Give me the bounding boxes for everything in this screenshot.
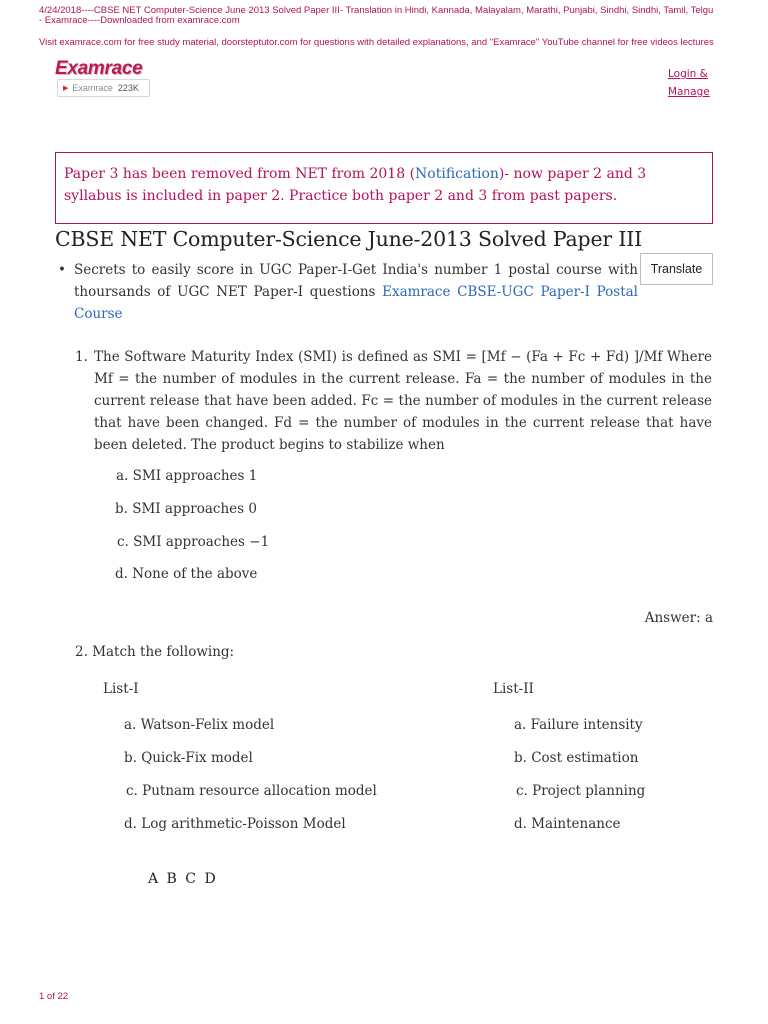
q1-option-b: b. SMI approaches 0 bbox=[115, 501, 257, 517]
promo-text: Secrets to easily score in UGC Paper-I-Get India's number 1 postal course with thoursands of UGC NET Paper-I questions bbox=[74, 262, 638, 300]
promo-header: Visit examrace.com for free study material, doorsteptutor.com for questions with detailed explanations, and "Examrace" YouTube channel for free videos lectures bbox=[39, 37, 714, 48]
page-title: CBSE NET Computer-Science June-2013 Solved Paper III bbox=[55, 227, 643, 251]
list-1-item: b. Quick-Fix model bbox=[124, 750, 253, 766]
translate-button[interactable]: Translate bbox=[640, 253, 713, 285]
play-icon: ▶ bbox=[63, 85, 69, 92]
download-header: 4/24/2018----CBSE NET Computer-Science June 2013 Solved Paper III- Translation in Hindi, Kannada, Malayalam, Marathi, Punjabi, Sindhi, Sindhi, Tamil, Telgu - Examrace----Downloaded from examrace.com bbox=[39, 5, 714, 26]
question-number: 2. bbox=[75, 644, 88, 660]
list-1-item: a. Watson-Felix model bbox=[124, 717, 275, 733]
list-2-item: a. Failure intensity bbox=[514, 717, 643, 733]
list-2-item: d. Maintenance bbox=[514, 816, 621, 832]
q1-option-a: a. SMI approaches 1 bbox=[116, 468, 258, 484]
notice-text-before: Paper 3 has been removed from NET from 2018 ( bbox=[64, 166, 416, 182]
q1-option-d: d. None of the above bbox=[115, 566, 258, 582]
subscriber-count: 223K bbox=[117, 83, 139, 93]
page-number: 1 of 22 bbox=[39, 991, 69, 1002]
list-1-item: d. Log arithmetic-Poisson Model bbox=[124, 816, 346, 832]
login-link[interactable]: Login & bbox=[668, 68, 708, 80]
answer-grid-header: A B C D bbox=[148, 871, 216, 887]
bullet-icon: • bbox=[58, 262, 66, 278]
list-2-title: List-II bbox=[493, 681, 534, 697]
question-2 bbox=[75, 644, 234, 660]
list-2-item: c. Project planning bbox=[516, 783, 646, 799]
question-number: 1. bbox=[75, 349, 88, 365]
question-text: The Software Maturity Index (SMI) is defined as SMI = [Mf − (Fa + Fc + Fd) ]/Mf Where Mf = the number of modules in the current release. Fa = the number of modules in the current release that have been added. Fc = the number of modules in the current release that have been changed. Fd = the number of modules in the current release that have been deleted. The product begins to stabilize when bbox=[94, 349, 712, 453]
postal-course-link[interactable]: Examrace CBSE-UGC Paper-I Postal Course bbox=[74, 284, 638, 322]
youtube-channel-label: Examrace bbox=[72, 83, 113, 93]
account-links bbox=[668, 65, 716, 101]
notice-text-after: )- now paper 2 and 3 syllabus is included in paper 2. Practice both paper 2 and 3 from past papers. bbox=[64, 166, 647, 204]
manage-link[interactable]: Manage bbox=[668, 86, 710, 98]
q1-answer: Answer: a bbox=[644, 610, 713, 626]
list-1-item: c. Putnam resource allocation model bbox=[126, 783, 377, 799]
notification-link[interactable]: Notification bbox=[415, 166, 499, 182]
promo-bullet bbox=[58, 259, 638, 325]
question-text: Match the following: bbox=[92, 644, 235, 660]
youtube-subscribe-badge[interactable] bbox=[57, 79, 150, 97]
list-2-item: b. Cost estimation bbox=[514, 750, 639, 766]
list-1-title: List-I bbox=[103, 681, 139, 697]
q1-option-c: c. SMI approaches −1 bbox=[117, 534, 270, 550]
question-1 bbox=[75, 346, 712, 456]
examrace-logo[interactable]: Examrace bbox=[55, 58, 143, 79]
syllabus-notice bbox=[55, 152, 713, 224]
